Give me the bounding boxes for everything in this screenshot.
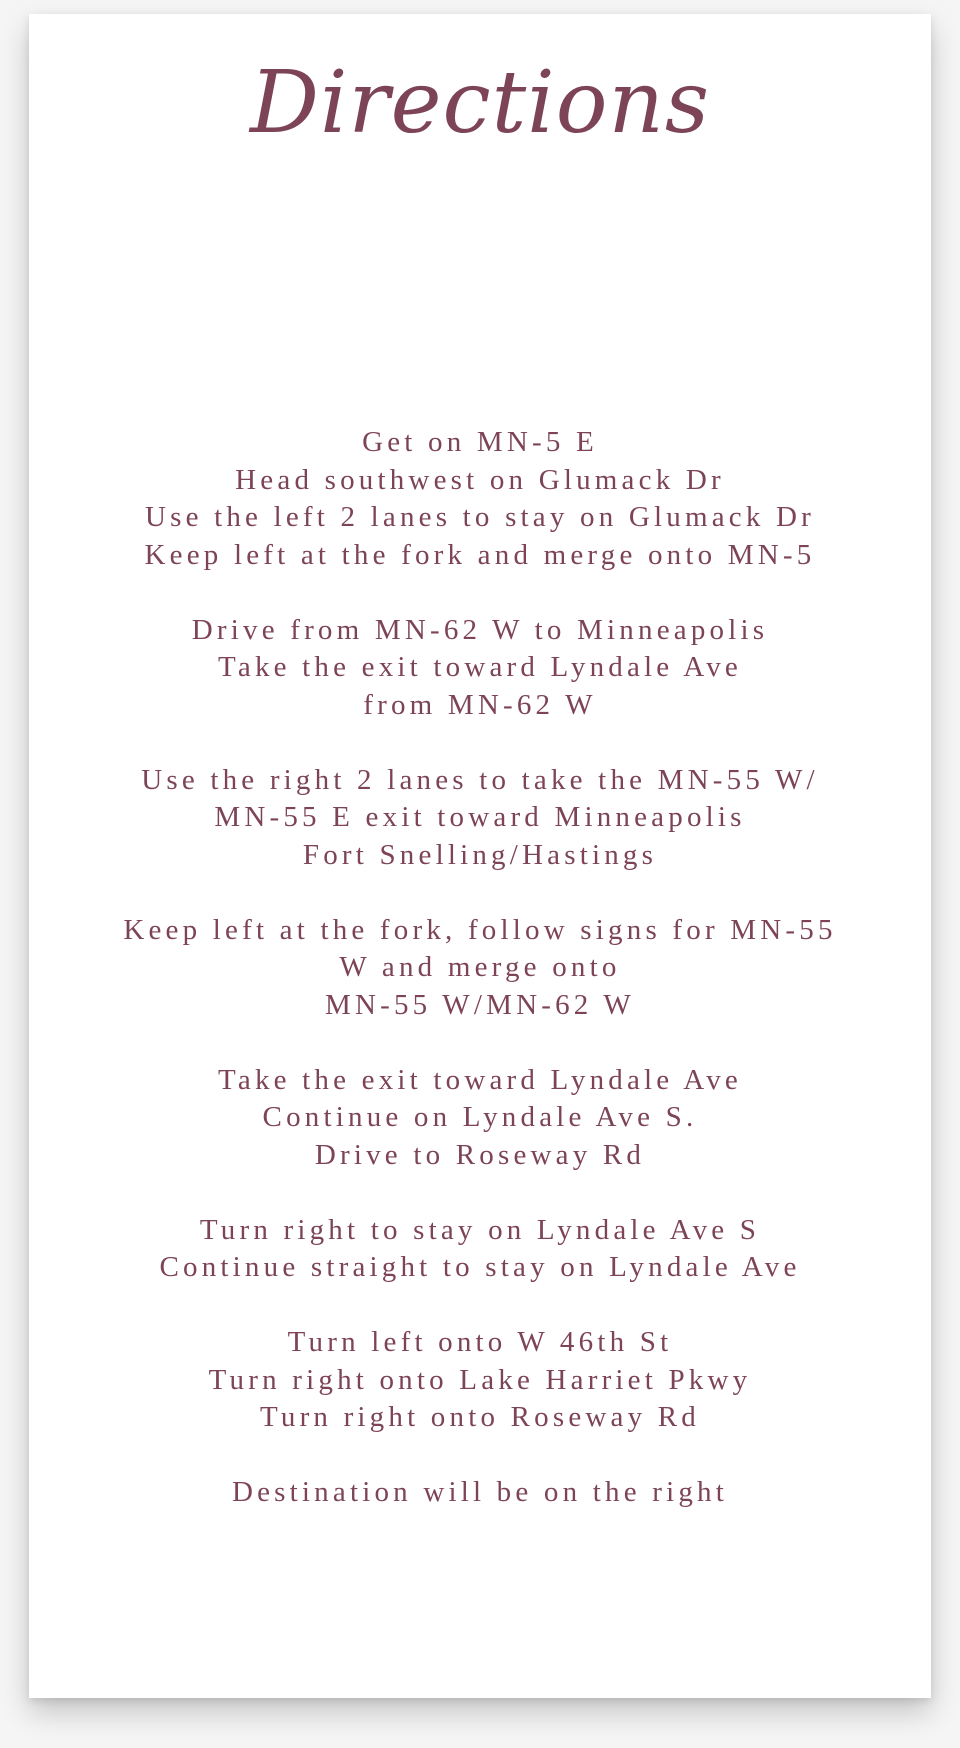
direction-line: Turn right to stay on Lyndale Ave S [199,1213,761,1246]
direction-line: Continue on Lyndale Ave S. [262,1101,698,1133]
direction-group-6 [29,1212,931,1287]
direction-line: Turn left onto W 46th St [287,1326,673,1358]
direction-line: Fort Snelling/Hastings [302,838,658,871]
direction-line: MN-55 E exit toward Minneapolis [214,801,746,833]
direction-group-1 [29,424,931,574]
direction-line: Turn right onto Roseway Rd [259,1401,701,1433]
direction-line: Get on MN-5 E [362,426,598,458]
direction-line: Continue straight to stay on Lyndale Ave [159,1251,801,1283]
direction-group-3 [29,762,931,875]
direction-line: Keep left at the fork, follow signs for MN-55 [123,913,837,946]
direction-line: Drive from MN-62 W to Minneapolis [191,613,769,646]
direction-line: MN-55 W/MN-62 W [324,988,636,1021]
direction-group-2 [29,612,931,725]
card-title: Directions [250,53,710,153]
direction-group-8 [29,1474,931,1512]
direction-group-7 [29,1324,931,1437]
direction-line: Turn right onto Lake Harriet Pkwy [208,1363,752,1396]
directions-list [29,424,931,1549]
direction-line: Use the right 2 lanes to take the MN-55 W/ [141,763,819,796]
direction-group-4 [29,912,931,1025]
direction-line: from MN-62 W [363,688,597,721]
direction-line: Drive to Roseway Rd [314,1138,646,1171]
direction-line: Destination will be on the right [231,1476,729,1508]
direction-line: Head southwest on Glumack Dr [235,463,725,496]
direction-line: W and merge onto [339,951,621,983]
direction-group-5 [29,1062,931,1175]
directions-card [29,14,931,1698]
direction-line: Take the exit toward Lyndale Ave [217,651,742,683]
direction-line: Keep left at the fork and merge onto MN-5 [144,538,816,571]
direction-line: Use the left 2 lanes to stay on Glumack Dr [144,501,816,533]
direction-line: Take the exit toward Lyndale Ave [217,1063,742,1096]
